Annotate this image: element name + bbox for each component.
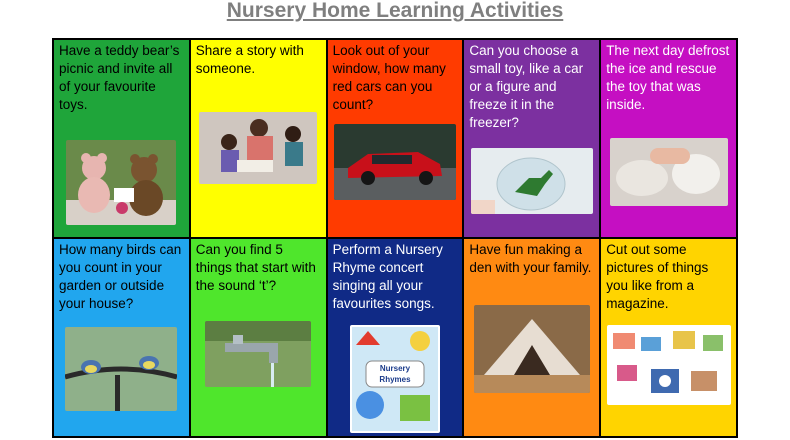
activity-text: Can you choose a small toy, like a car or a figure and freeze it in the freezer?	[469, 43, 584, 130]
activity-cell-freeze-toy	[463, 39, 600, 238]
activity-cell-share-story	[190, 39, 327, 238]
birds-on-feeder-image	[65, 327, 177, 411]
activity-text: Share a story with someone.	[195, 43, 304, 76]
activity-text: Have a teddy bear’s picnic and invite all of your favourite toys.	[59, 43, 180, 112]
activity-text: Cut out some pictures of things you like from a magazine.	[606, 242, 709, 311]
activity-text: Can you find 5 things that start with the sound ‘t’?	[195, 242, 316, 293]
activity-cell-t-sound	[190, 238, 327, 437]
page-title: Nursery Home Learning Activities	[226, 0, 564, 22]
activity-text: Perform a Nursery Rhyme concert singing all your favourites songs.	[332, 242, 443, 311]
activity-cell-nursery-concert	[327, 238, 464, 437]
activity-cell-den	[463, 238, 600, 437]
activity-cell-teddy-picnic	[53, 39, 190, 238]
magazine-cutouts-image	[607, 325, 731, 405]
water-tap-image	[205, 321, 311, 387]
activity-text: Have fun making a den with your family.	[469, 242, 592, 275]
activity-cell-defrost	[600, 39, 737, 238]
family-reading-story-image	[199, 112, 317, 184]
blanket-den-image	[474, 305, 590, 393]
poster-label: Nursery Rhymes	[379, 364, 411, 384]
activity-text: The next day defrost the ice and rescue the toy that was inside.	[606, 43, 730, 112]
activity-grid	[52, 38, 738, 438]
red-car-image	[334, 124, 456, 200]
dinosaur-in-ice-image	[471, 148, 593, 214]
activity-text: Look out of your window, how many red cars can you count?	[332, 43, 446, 112]
activity-text: How many birds can you count in your garden or outside your house?	[59, 242, 182, 311]
teddy-bears-picnic-image	[66, 140, 176, 225]
activity-cell-count-birds	[53, 238, 190, 437]
defrosting-ice-image	[610, 138, 728, 206]
nursery-rhymes-poster-image	[350, 325, 440, 433]
activity-cell-red-cars	[327, 39, 464, 238]
activity-cell-magazine	[600, 238, 737, 437]
